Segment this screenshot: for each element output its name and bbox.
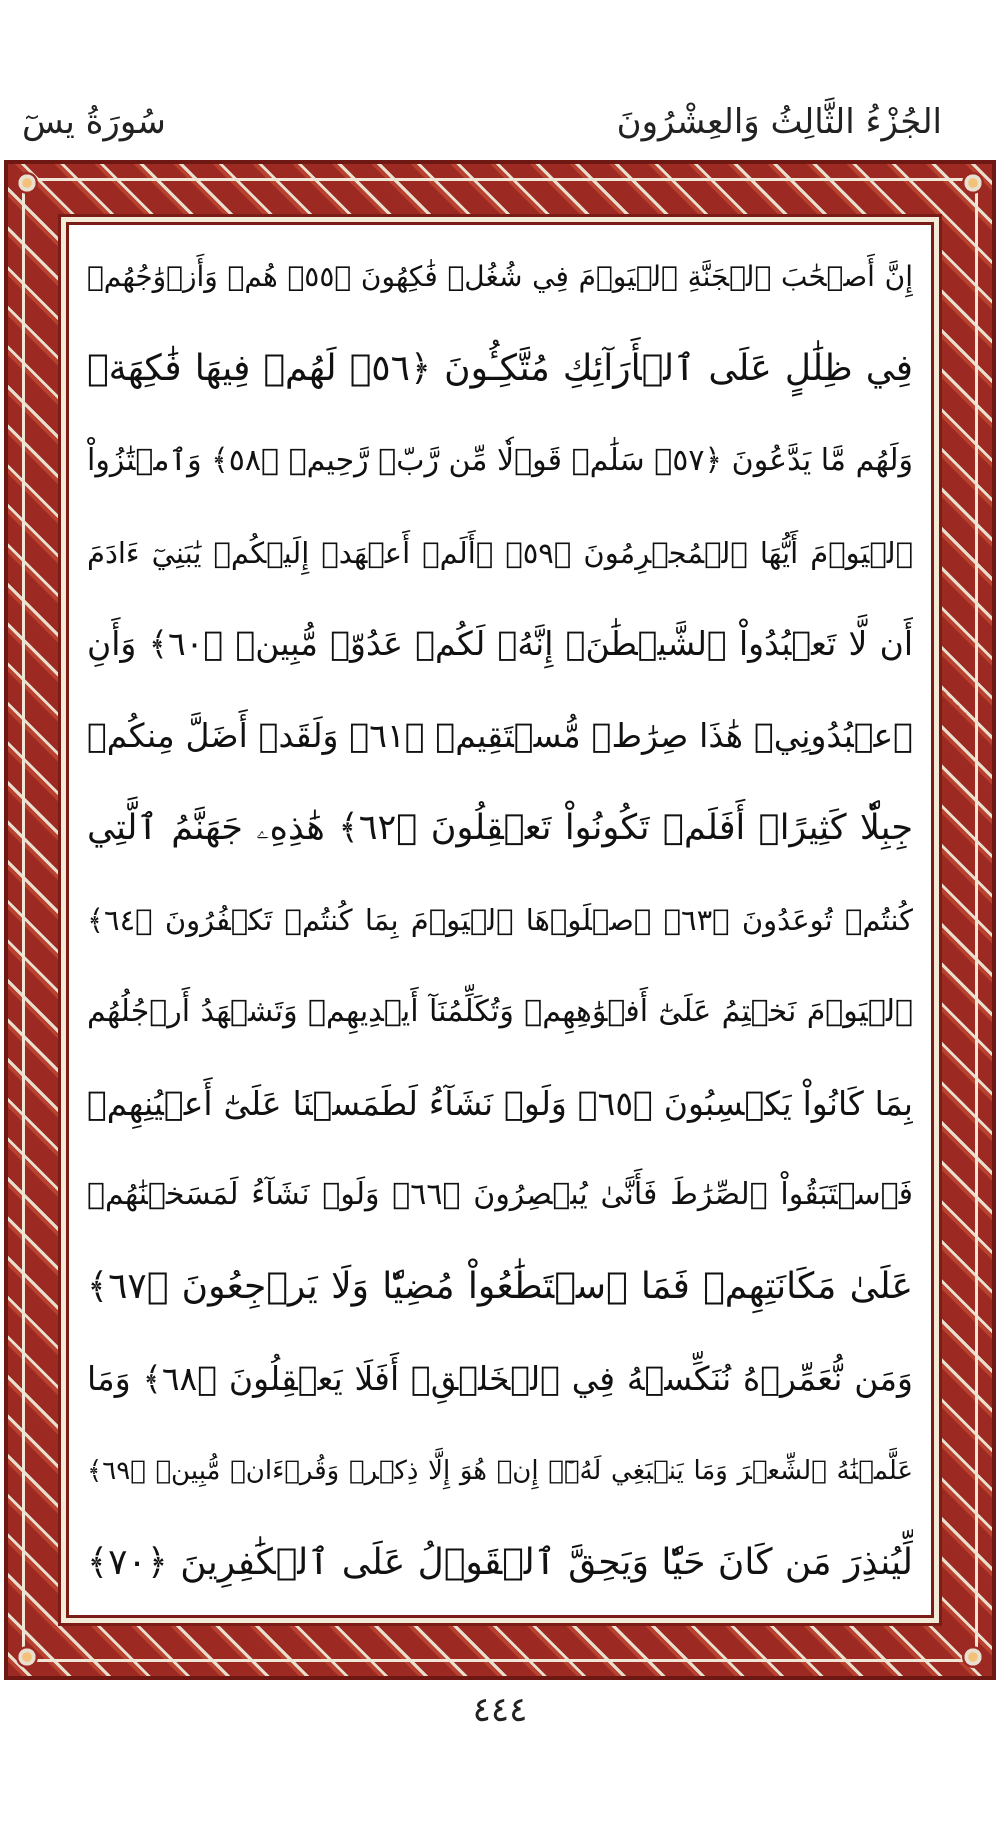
corner-ornament-icon: [962, 1646, 984, 1668]
verse-line: جِبِلّٗا كَثِيرًاۖ أَفَلَمۡ تَكُونُواْ تَعۡقِلُونَ ﴿٦٢﴾ هَٰذِهِۦ جَهَنَّمُ ٱلَّتِي: [87, 808, 913, 849]
page-header: [0, 0, 1000, 160]
ornamental-frame: [4, 160, 996, 1680]
verse-line: عَلَىٰ مَكَانَتِهِمۡ فَمَا ٱسۡتَطَٰعُواْ مُضِيّٗا وَلَا يَرۡجِعُونَ ﴿٦٧﴾: [87, 1266, 913, 1308]
verse-lines: [87, 239, 913, 1601]
verse-line: فِي ظِلَٰلٍ عَلَى ٱلۡأَرَآئِكِ مُتَّكِـُٔونَ ﴿٥٦﴾ لَهُمۡ فِيهَا فَٰكِهَةٞ: [87, 347, 913, 389]
verse-line: ٱعۡبُدُونِيۚ هَٰذَا صِرَٰطٞ مُّسۡتَقِيمٞ ﴿٦١﴾ وَلَقَدۡ أَضَلَّ مِنكُمۡ: [87, 716, 913, 756]
verse-line: أَن لَّا تَعۡبُدُواْ ٱلشَّيۡطَٰنَۖ إِنَّهُۥ لَكُمۡ عَدُوّٞ مُّبِينٞ ﴿٦٠﴾ وَأَنِ: [87, 624, 913, 664]
verse-line: فَٱسۡتَبَقُواْ ٱلصِّرَٰطَ فَأَنَّىٰ يُبۡصِرُونَ ﴿٦٦﴾ وَلَوۡ نَشَآءُ لَمَسَخۡنَٰهُمۡ: [87, 1177, 913, 1213]
corner-ornament-icon: [962, 172, 984, 194]
corner-ornament-icon: [16, 172, 38, 194]
verse-line: وَلَهُم مَّا يَدَّعُونَ ﴿٥٧﴾ سَلَٰمٞ قَوۡلٗا مِّن رَّبّٖ رَّحِيمٖ ﴿٥٨﴾ وَٱمۡتَٰزُواْ: [87, 442, 913, 478]
verse-line: عَلَّمۡنَٰهُ ٱلشِّعۡرَ وَمَا يَنۢبَغِي لَهُۥٓۚ إِنۡ هُوَ إِلَّا ذِكۡرٞ وَقُرۡءَانٞ مُّبِينٞ ﴿٦٩﴾: [87, 1455, 913, 1486]
corner-ornament-icon: [16, 1646, 38, 1668]
surah-title: سُورَةُ يسٓ: [22, 102, 166, 142]
page-number: ٤٤٤: [472, 1690, 528, 1730]
juz-title: الجُزْءُ الثَّالِثُ وَالعِشْرُونَ: [616, 102, 942, 142]
verse-line: ٱلۡيَوۡمَ أَيُّهَا ٱلۡمُجۡرِمُونَ ﴿٥٩﴾ ۞أَلَمۡ أَعۡهَدۡ إِلَيۡكُمۡ يَٰبَنِيٓ ءَادَمَ: [87, 535, 913, 570]
verse-line: ٱلۡيَوۡمَ نَخۡتِمُ عَلَىٰٓ أَفۡوَٰهِهِمۡ وَتُكَلِّمُنَآ أَيۡدِيهِمۡ وَتَشۡهَدُ أَرۡجُلُهُم: [87, 993, 913, 1029]
text-area: [66, 222, 934, 1618]
verse-line: لِّيُنذِرَ مَن كَانَ حَيّٗا وَيَحِقَّ ٱلۡقَوۡلُ عَلَى ٱلۡكَٰفِرِينَ ﴿٧٠﴾: [87, 1541, 913, 1583]
verse-line: إِنَّ أَصۡحَٰبَ ٱلۡجَنَّةِ ٱلۡيَوۡمَ فِي شُغُلٖ فَٰكِهُونَ ﴿٥٥﴾ هُمۡ وَأَزۡوَٰجُهُمۡ: [87, 260, 913, 293]
verse-line: كُنتُمۡ تُوعَدُونَ ﴿٦٣﴾ ٱصۡلَوۡهَا ٱلۡيَوۡمَ بِمَا كُنتُمۡ تَكۡفُرُونَ ﴿٦٤﴾: [87, 902, 913, 937]
verse-line: وَمَن نُّعَمِّرۡهُ نُنَكِّسۡهُ فِي ٱلۡخَلۡقِۚ أَفَلَا يَعۡقِلُونَ ﴿٦٨﴾ وَمَا: [87, 1359, 913, 1399]
verse-line: بِمَا كَانُواْ يَكۡسِبُونَ ﴿٦٥﴾ وَلَوۡ نَشَآءُ لَطَمَسۡنَا عَلَىٰٓ أَعۡيُنِهِمۡ: [87, 1083, 913, 1123]
